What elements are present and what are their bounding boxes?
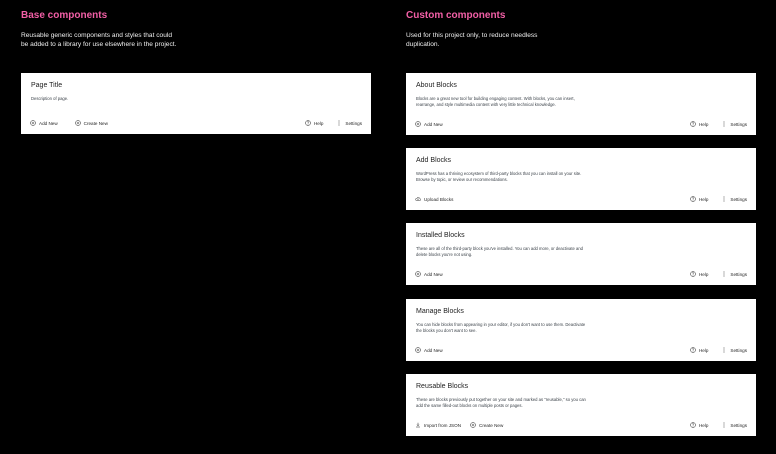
- base-components-description: [21, 32, 176, 49]
- more-vertical-icon: [722, 196, 726, 202]
- plus-circle-icon: [415, 271, 421, 277]
- add-new-button[interactable]: [30, 120, 58, 126]
- button-label: Create New: [479, 422, 504, 428]
- plus-circle-icon: [470, 422, 476, 428]
- button-label: Add New: [39, 120, 58, 126]
- help-icon: [305, 120, 311, 126]
- card-actions: [415, 346, 747, 354]
- help-button[interactable]: [690, 121, 708, 127]
- add-blocks-card: [406, 148, 756, 210]
- help-button[interactable]: [690, 422, 708, 428]
- card-actions: [415, 120, 747, 128]
- card-actions: [415, 270, 747, 278]
- card-title: Installed Blocks: [416, 232, 465, 239]
- description-line: Browse by topic, or review our recommendations.: [416, 176, 508, 182]
- button-label: Settings: [730, 196, 747, 202]
- description-line: duplication.: [406, 40, 440, 48]
- button-label: Import from JSON: [424, 422, 462, 428]
- description-line: These are blocks previously put together on your site and marked as "reusable," so you can: [416, 397, 586, 402]
- settings-button[interactable]: [722, 271, 747, 277]
- button-label: Help: [698, 422, 709, 428]
- card-actions: [415, 421, 747, 429]
- button-label: Help: [698, 121, 709, 127]
- add-new-button[interactable]: [415, 347, 443, 353]
- card-title: Add Blocks: [416, 157, 452, 164]
- description-line: rearrange, and style multimedia content with very little technical knowledge.: [416, 101, 556, 107]
- button-label: Add New: [424, 271, 443, 277]
- card-title: Reusable Blocks: [416, 383, 469, 390]
- import-icon: [415, 422, 421, 428]
- more-vertical-icon: [337, 120, 341, 126]
- help-button[interactable]: [690, 196, 708, 202]
- help-icon: [690, 347, 696, 353]
- settings-button[interactable]: [722, 347, 747, 353]
- description-line: delete blocks you're not using.: [416, 251, 473, 257]
- description-line: be added to a library for use elsewhere in the project.: [21, 40, 177, 48]
- custom-components-description: [406, 32, 537, 49]
- help-icon: [690, 121, 696, 127]
- help-button[interactable]: [690, 347, 708, 353]
- button-label: Help: [698, 196, 709, 202]
- page-title-card: [21, 73, 371, 134]
- card-title: Page Title: [31, 82, 63, 89]
- add-new-button[interactable]: [415, 271, 443, 277]
- description-line: Used for this project only, to reduce needless: [406, 32, 538, 39]
- description-line: add the same filled-out blocks on multiple posts or pages.: [416, 402, 523, 408]
- button-label: Settings: [730, 121, 747, 127]
- button-label: Help: [698, 347, 709, 353]
- description-line: Reusable generic components and styles that could: [21, 32, 173, 39]
- help-icon: [690, 196, 696, 202]
- description-line: the blocks you don't want to see.: [416, 327, 477, 333]
- card-actions: [30, 119, 362, 127]
- settings-button[interactable]: [722, 121, 747, 127]
- cloud-upload-icon: [415, 196, 421, 202]
- button-label: Create New: [83, 120, 108, 126]
- description-line: These are all of the third-party block you've installed. You can add more, or deactivate and: [416, 246, 584, 251]
- more-vertical-icon: [722, 422, 726, 428]
- plus-circle-icon: [30, 120, 36, 126]
- card-description: [416, 322, 631, 333]
- button-label: Help: [698, 271, 709, 277]
- import-from-json-button[interactable]: [415, 422, 461, 428]
- help-icon: [690, 422, 696, 428]
- plus-circle-icon: [75, 120, 81, 126]
- help-button[interactable]: [690, 271, 708, 277]
- description-line: Blocks are a great new tool for building engaging content. With blocks, you can insert,: [416, 96, 575, 101]
- button-label: Settings: [730, 422, 747, 428]
- button-label: Settings: [730, 271, 747, 277]
- button-label: Add New: [424, 347, 443, 353]
- card-title: About Blocks: [416, 82, 457, 89]
- reusable-blocks-card: [406, 374, 756, 436]
- settings-button[interactable]: [337, 120, 362, 126]
- base-components-heading: Base components: [21, 10, 108, 21]
- more-vertical-icon: [722, 121, 726, 127]
- more-vertical-icon: [722, 347, 726, 353]
- more-vertical-icon: [722, 271, 726, 277]
- settings-button[interactable]: [722, 196, 747, 202]
- card-title: Manage Blocks: [416, 308, 464, 315]
- button-label: Upload Blocks: [424, 196, 454, 202]
- description-line: WordPress has a thriving ecosystem of third-party blocks that you can install on your site.: [416, 171, 582, 176]
- button-label: Settings: [730, 347, 747, 353]
- about-blocks-card: [406, 73, 756, 135]
- card-actions: [415, 195, 747, 203]
- description-line: You can hide blocks from appearing in your editor, if you don't want to use them. Deactivate: [416, 322, 586, 327]
- plus-circle-icon: [415, 347, 421, 353]
- help-button[interactable]: [305, 120, 323, 126]
- card-description: [416, 171, 631, 182]
- manage-blocks-card: [406, 299, 756, 361]
- upload-blocks-button[interactable]: [415, 196, 453, 202]
- create-new-button[interactable]: [470, 422, 503, 428]
- custom-components-heading: Custom components: [406, 10, 506, 21]
- help-icon: [690, 271, 696, 277]
- card-description: [416, 397, 631, 408]
- card-description: [416, 246, 631, 257]
- button-label: Settings: [345, 120, 362, 126]
- button-label: Help: [313, 120, 324, 126]
- plus-circle-icon: [415, 121, 421, 127]
- create-new-button[interactable]: [75, 120, 108, 126]
- settings-button[interactable]: [722, 422, 747, 428]
- add-new-button[interactable]: [415, 121, 443, 127]
- card-description: Description of page.: [31, 96, 69, 101]
- button-label: Add New: [424, 121, 443, 127]
- installed-blocks-card: [406, 223, 756, 285]
- card-description: [416, 96, 631, 107]
